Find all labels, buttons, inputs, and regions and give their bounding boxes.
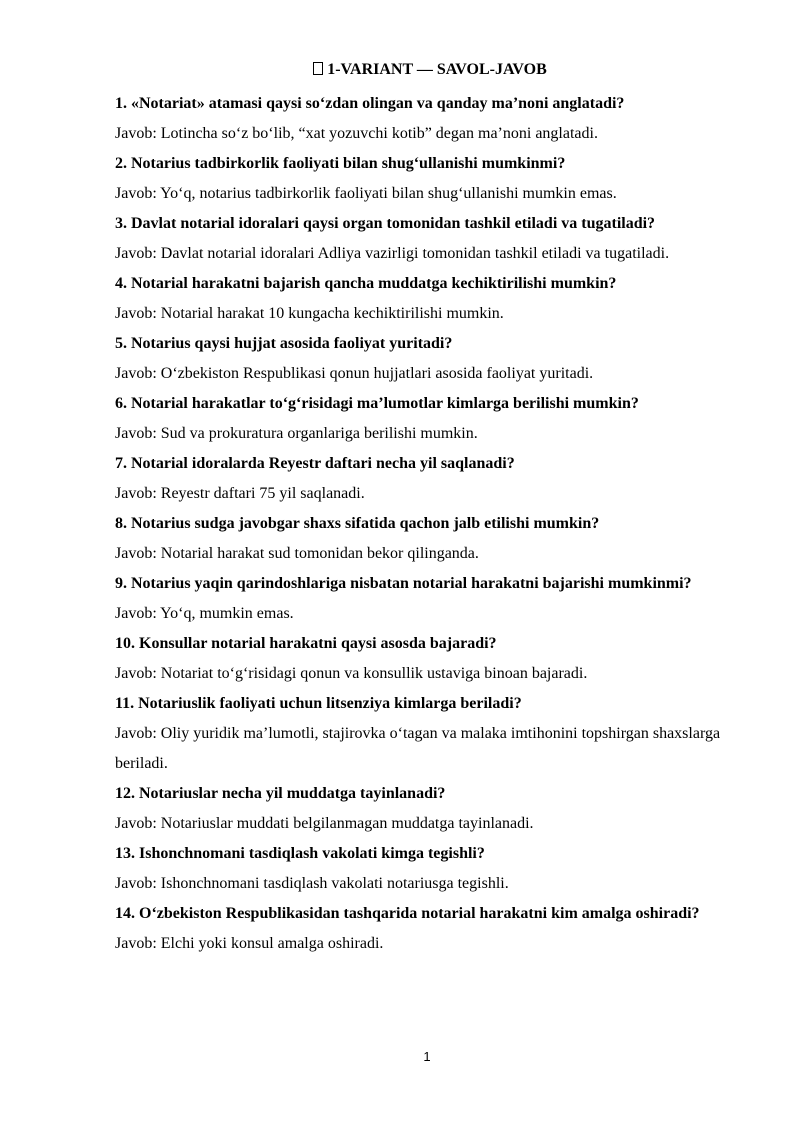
question-10: 10. Konsullar notarial harakatni qaysi asosda bajaradi?: [115, 635, 497, 652]
question-3: 3. Davlat notarial idoralari qaysi organ tomonidan tashkil etiladi va tugatiladi?: [115, 215, 656, 232]
question-14: 14. O‘zbekiston Respublikasidan tashqarida notarial harakatni kim amalga oshiradi?: [115, 905, 700, 922]
answer-12: Javob: Notariuslar muddati belgilanmagan muddatga tayinlanadi.: [115, 815, 534, 832]
answer-9: Javob: Yo‘q, mumkin emas.: [115, 605, 294, 622]
answer-5: Javob: O‘zbekiston Respublikasi qonun hujjatlari asosida faoliyat yuritadi.: [115, 365, 594, 382]
missing-glyph-box-icon: [313, 62, 323, 75]
answer-10: Javob: Notariat to‘g‘risidagi qonun va konsullik ustaviga binoan bajaradi.: [115, 665, 588, 682]
qa-list: [115, 89, 735, 959]
answer-4: Javob: Notarial harakat 10 kungacha kechiktirilishi mumkin.: [115, 305, 504, 322]
question-2: 2. Notarius tadbirkorlik faoliyati bilan shug‘ullanishi mumkinmi?: [115, 155, 566, 172]
question-7: 7. Notarial idoralarda Reyestr daftari necha yil saqlanadi?: [115, 455, 515, 472]
answer-3: Javob: Davlat notarial idoralari Adliya vazirligi tomonidan tashkil etiladi va tugatiladi.: [115, 245, 670, 262]
answer-11: Javob: Oliy yuridik ma’lumotli, stajirovka o‘tagan va malaka imtihonini topshirgan shaxslarga beriladi.: [115, 725, 721, 772]
answer-1: Javob: Lotincha so‘z bo‘lib, “xat yozuvchi kotib” degan ma’noni anglatadi.: [115, 125, 598, 142]
answer-14: Javob: Elchi yoki konsul amalga oshiradi.: [115, 935, 384, 952]
question-6: 6. Notarial harakatlar to‘g‘risidagi ma’lumotlar kimlarga berilishi mumkin?: [115, 395, 639, 412]
question-13: 13. Ishonchnomani tasdiqlash vakolati kimga tegishli?: [115, 845, 485, 862]
question-4: 4. Notarial harakatni bajarish qancha muddatga kechiktirilishi mumkin?: [115, 275, 617, 292]
question-12: 12. Notariuslar necha yil muddatga tayinlanadi?: [115, 785, 446, 802]
question-9: 9. Notarius yaqin qarindoshlariga nisbatan notarial harakatni bajarishi mumkinmi?: [115, 575, 692, 592]
answer-7: Javob: Reyestr daftari 75 yil saqlanadi.: [115, 485, 365, 502]
answer-2: Javob: Yo‘q, notarius tadbirkorlik faoliyati bilan shug‘ullanishi mumkin emas.: [115, 185, 617, 202]
question-11: 11. Notariuslik faoliyati uchun litsenziya kimlarga beriladi?: [115, 695, 522, 712]
answer-13: Javob: Ishonchnomani tasdiqlash vakolati notariusga tegishli.: [115, 875, 509, 892]
question-8: 8. Notarius sudga javobgar shaxs sifatida qachon jalb etilishi mumkin?: [115, 515, 600, 532]
page-title-text: 1-VARIANT — SAVOL-JAVOB: [327, 61, 547, 78]
page-title: [0, 60, 800, 80]
question-5: 5. Notarius qaysi hujjat asosida faoliyat yuritadi?: [115, 335, 453, 352]
answer-6: Javob: Sud va prokuratura organlariga berilishi mumkin.: [115, 425, 478, 442]
question-1: 1. «Notariat» atamasi qaysi so‘zdan olingan va qanday ma’noni anglatadi?: [115, 95, 625, 112]
answer-8: Javob: Notarial harakat sud tomonidan bekor qilinganda.: [115, 545, 479, 562]
page-number: 1: [423, 1049, 431, 1064]
